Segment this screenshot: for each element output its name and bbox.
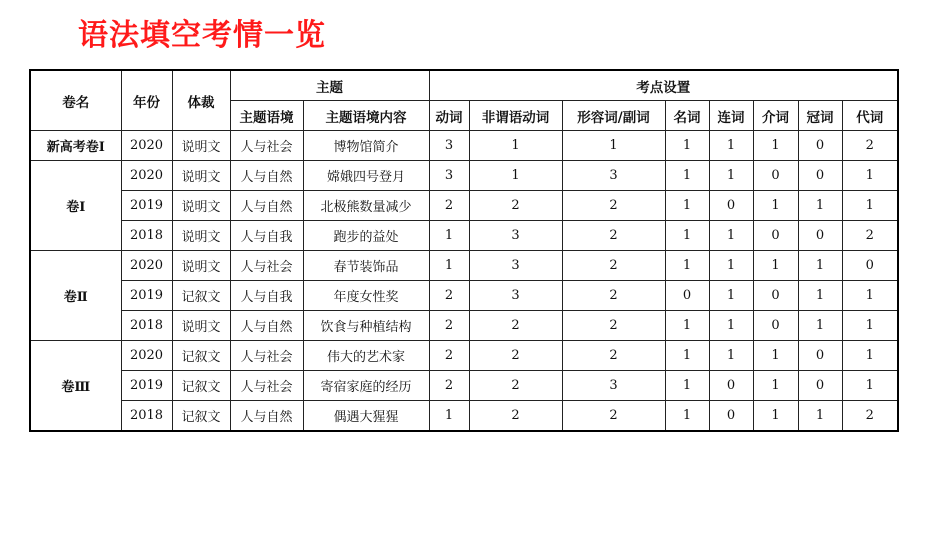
cell-content: 博物馆简介: [303, 131, 429, 161]
cell-context: 人与自然: [230, 191, 303, 221]
cell-pronoun: 2: [842, 401, 898, 432]
cell-content: 跑步的益处: [303, 221, 429, 251]
cell-adj-adv: 2: [562, 191, 665, 221]
cell-pronoun: 1: [842, 191, 898, 221]
cell-noun: 1: [665, 371, 709, 401]
cell-prep: 0: [753, 221, 798, 251]
cell-noun: 1: [665, 131, 709, 161]
cell-adj-adv: 1: [562, 131, 665, 161]
cell-juan: 卷Ⅱ: [30, 251, 121, 341]
cell-conj: 0: [709, 371, 753, 401]
cell-context: 人与自我: [230, 221, 303, 251]
cell-noun: 0: [665, 281, 709, 311]
cell-context: 人与社会: [230, 131, 303, 161]
cell-type: 说明文: [172, 161, 230, 191]
cell-verb: 2: [429, 281, 469, 311]
cell-type: 说明文: [172, 311, 230, 341]
cell-prep: 1: [753, 341, 798, 371]
cell-content: 年度女性奖: [303, 281, 429, 311]
cell-article: 1: [798, 311, 842, 341]
cell-prep: 0: [753, 161, 798, 191]
cell-conj: 1: [709, 281, 753, 311]
table-row: [30, 161, 898, 191]
cell-content: 嫦娥四号登月: [303, 161, 429, 191]
cell-article: 1: [798, 401, 842, 432]
cell-context: 人与社会: [230, 251, 303, 281]
cell-prep: 1: [753, 191, 798, 221]
table-row: [30, 251, 898, 281]
cell-nonfinite: 2: [469, 191, 562, 221]
cell-context: 人与自然: [230, 401, 303, 432]
cell-type: 说明文: [172, 131, 230, 161]
table-row: [30, 371, 898, 401]
header-exam-points: 考点设置: [429, 70, 898, 101]
cell-conj: 1: [709, 221, 753, 251]
cell-conj: 1: [709, 161, 753, 191]
cell-noun: 1: [665, 251, 709, 281]
cell-nonfinite: 2: [469, 341, 562, 371]
cell-prep: 1: [753, 131, 798, 161]
cell-type: 说明文: [172, 191, 230, 221]
cell-year: 2018: [121, 311, 172, 341]
cell-pronoun: 1: [842, 371, 898, 401]
table-row: [30, 131, 898, 161]
page-title: 语法填空考情一览: [78, 18, 326, 53]
cell-noun: 1: [665, 341, 709, 371]
cell-conj: 1: [709, 311, 753, 341]
header-theme-context: 主题语境: [230, 101, 303, 131]
cell-year: 2019: [121, 371, 172, 401]
header-theme: 主题: [230, 70, 429, 101]
header-year: 年份: [121, 70, 172, 131]
table-row: [30, 401, 898, 432]
cell-pronoun: 1: [842, 341, 898, 371]
cell-type: 记叙文: [172, 341, 230, 371]
cell-verb: 1: [429, 221, 469, 251]
cell-type: 说明文: [172, 251, 230, 281]
header-type: 体裁: [172, 70, 230, 131]
cell-prep: 0: [753, 281, 798, 311]
cell-conj: 1: [709, 251, 753, 281]
cell-content: 春节装饰品: [303, 251, 429, 281]
cell-nonfinite: 3: [469, 281, 562, 311]
cell-content: 寄宿家庭的经历: [303, 371, 429, 401]
cell-content: 伟大的艺术家: [303, 341, 429, 371]
cell-context: 人与自我: [230, 281, 303, 311]
cell-verb: 1: [429, 251, 469, 281]
cell-verb: 3: [429, 131, 469, 161]
cell-noun: 1: [665, 221, 709, 251]
cell-prep: 1: [753, 401, 798, 432]
cell-conj: 0: [709, 191, 753, 221]
header-point-verb: 动词: [429, 101, 469, 131]
header-point-prep: 介词: [753, 101, 798, 131]
cell-noun: 1: [665, 401, 709, 432]
cell-content: 偶遇大猩猩: [303, 401, 429, 432]
cell-type: 记叙文: [172, 371, 230, 401]
cell-type: 记叙文: [172, 401, 230, 432]
cell-prep: 1: [753, 251, 798, 281]
cell-pronoun: 2: [842, 221, 898, 251]
cell-year: 2020: [121, 131, 172, 161]
cell-nonfinite: 2: [469, 311, 562, 341]
cell-adj-adv: 3: [562, 161, 665, 191]
table-row: [30, 281, 898, 311]
header-point-conj: 连词: [709, 101, 753, 131]
cell-article: 0: [798, 371, 842, 401]
cell-verb: 2: [429, 191, 469, 221]
cell-nonfinite: 3: [469, 221, 562, 251]
cell-year: 2020: [121, 161, 172, 191]
cell-pronoun: 1: [842, 281, 898, 311]
cell-article: 0: [798, 341, 842, 371]
header-point-noun: 名词: [665, 101, 709, 131]
cell-nonfinite: 3: [469, 251, 562, 281]
cell-article: 1: [798, 281, 842, 311]
cell-noun: 1: [665, 161, 709, 191]
cell-content: 饮食与种植结构: [303, 311, 429, 341]
cell-type: 记叙文: [172, 281, 230, 311]
cell-nonfinite: 1: [469, 161, 562, 191]
cell-pronoun: 1: [842, 161, 898, 191]
cell-noun: 1: [665, 311, 709, 341]
cell-article: 0: [798, 161, 842, 191]
cell-article: 1: [798, 191, 842, 221]
table-row: [30, 221, 898, 251]
cell-adj-adv: 2: [562, 401, 665, 432]
header-point-adj-adv: 形容词/副词: [562, 101, 665, 131]
cell-verb: 2: [429, 371, 469, 401]
cell-nonfinite: 1: [469, 131, 562, 161]
exam-table: [29, 69, 899, 432]
cell-verb: 2: [429, 341, 469, 371]
header-point-article: 冠词: [798, 101, 842, 131]
cell-adj-adv: 2: [562, 281, 665, 311]
cell-conj: 1: [709, 131, 753, 161]
table-row: [30, 341, 898, 371]
cell-verb: 2: [429, 311, 469, 341]
table-row: [30, 191, 898, 221]
cell-noun: 1: [665, 191, 709, 221]
cell-article: 0: [798, 131, 842, 161]
cell-year: 2019: [121, 191, 172, 221]
cell-verb: 1: [429, 401, 469, 432]
cell-verb: 3: [429, 161, 469, 191]
cell-pronoun: 0: [842, 251, 898, 281]
cell-adj-adv: 2: [562, 251, 665, 281]
cell-prep: 0: [753, 311, 798, 341]
cell-context: 人与自然: [230, 311, 303, 341]
cell-year: 2018: [121, 401, 172, 432]
cell-year: 2019: [121, 281, 172, 311]
cell-nonfinite: 2: [469, 371, 562, 401]
cell-year: 2018: [121, 221, 172, 251]
cell-adj-adv: 2: [562, 311, 665, 341]
cell-article: 0: [798, 221, 842, 251]
cell-year: 2020: [121, 341, 172, 371]
cell-year: 2020: [121, 251, 172, 281]
cell-juan: 新高考卷Ⅰ: [30, 131, 121, 161]
cell-adj-adv: 3: [562, 371, 665, 401]
table-row: [30, 311, 898, 341]
cell-nonfinite: 2: [469, 401, 562, 432]
cell-article: 1: [798, 251, 842, 281]
cell-pronoun: 2: [842, 131, 898, 161]
cell-context: 人与自然: [230, 161, 303, 191]
cell-conj: 1: [709, 341, 753, 371]
cell-adj-adv: 2: [562, 341, 665, 371]
cell-type: 说明文: [172, 221, 230, 251]
cell-context: 人与社会: [230, 341, 303, 371]
header-theme-content: 主题语境内容: [303, 101, 429, 131]
cell-pronoun: 1: [842, 311, 898, 341]
cell-prep: 1: [753, 371, 798, 401]
header-juan: 卷名: [30, 70, 121, 131]
header-point-pronoun: 代词: [842, 101, 898, 131]
cell-juan: 卷Ⅲ: [30, 341, 121, 432]
header-point-nonfinite: 非谓语动词: [469, 101, 562, 131]
cell-juan: 卷Ⅰ: [30, 161, 121, 251]
cell-content: 北极熊数量减少: [303, 191, 429, 221]
cell-context: 人与社会: [230, 371, 303, 401]
cell-adj-adv: 2: [562, 221, 665, 251]
cell-conj: 0: [709, 401, 753, 432]
